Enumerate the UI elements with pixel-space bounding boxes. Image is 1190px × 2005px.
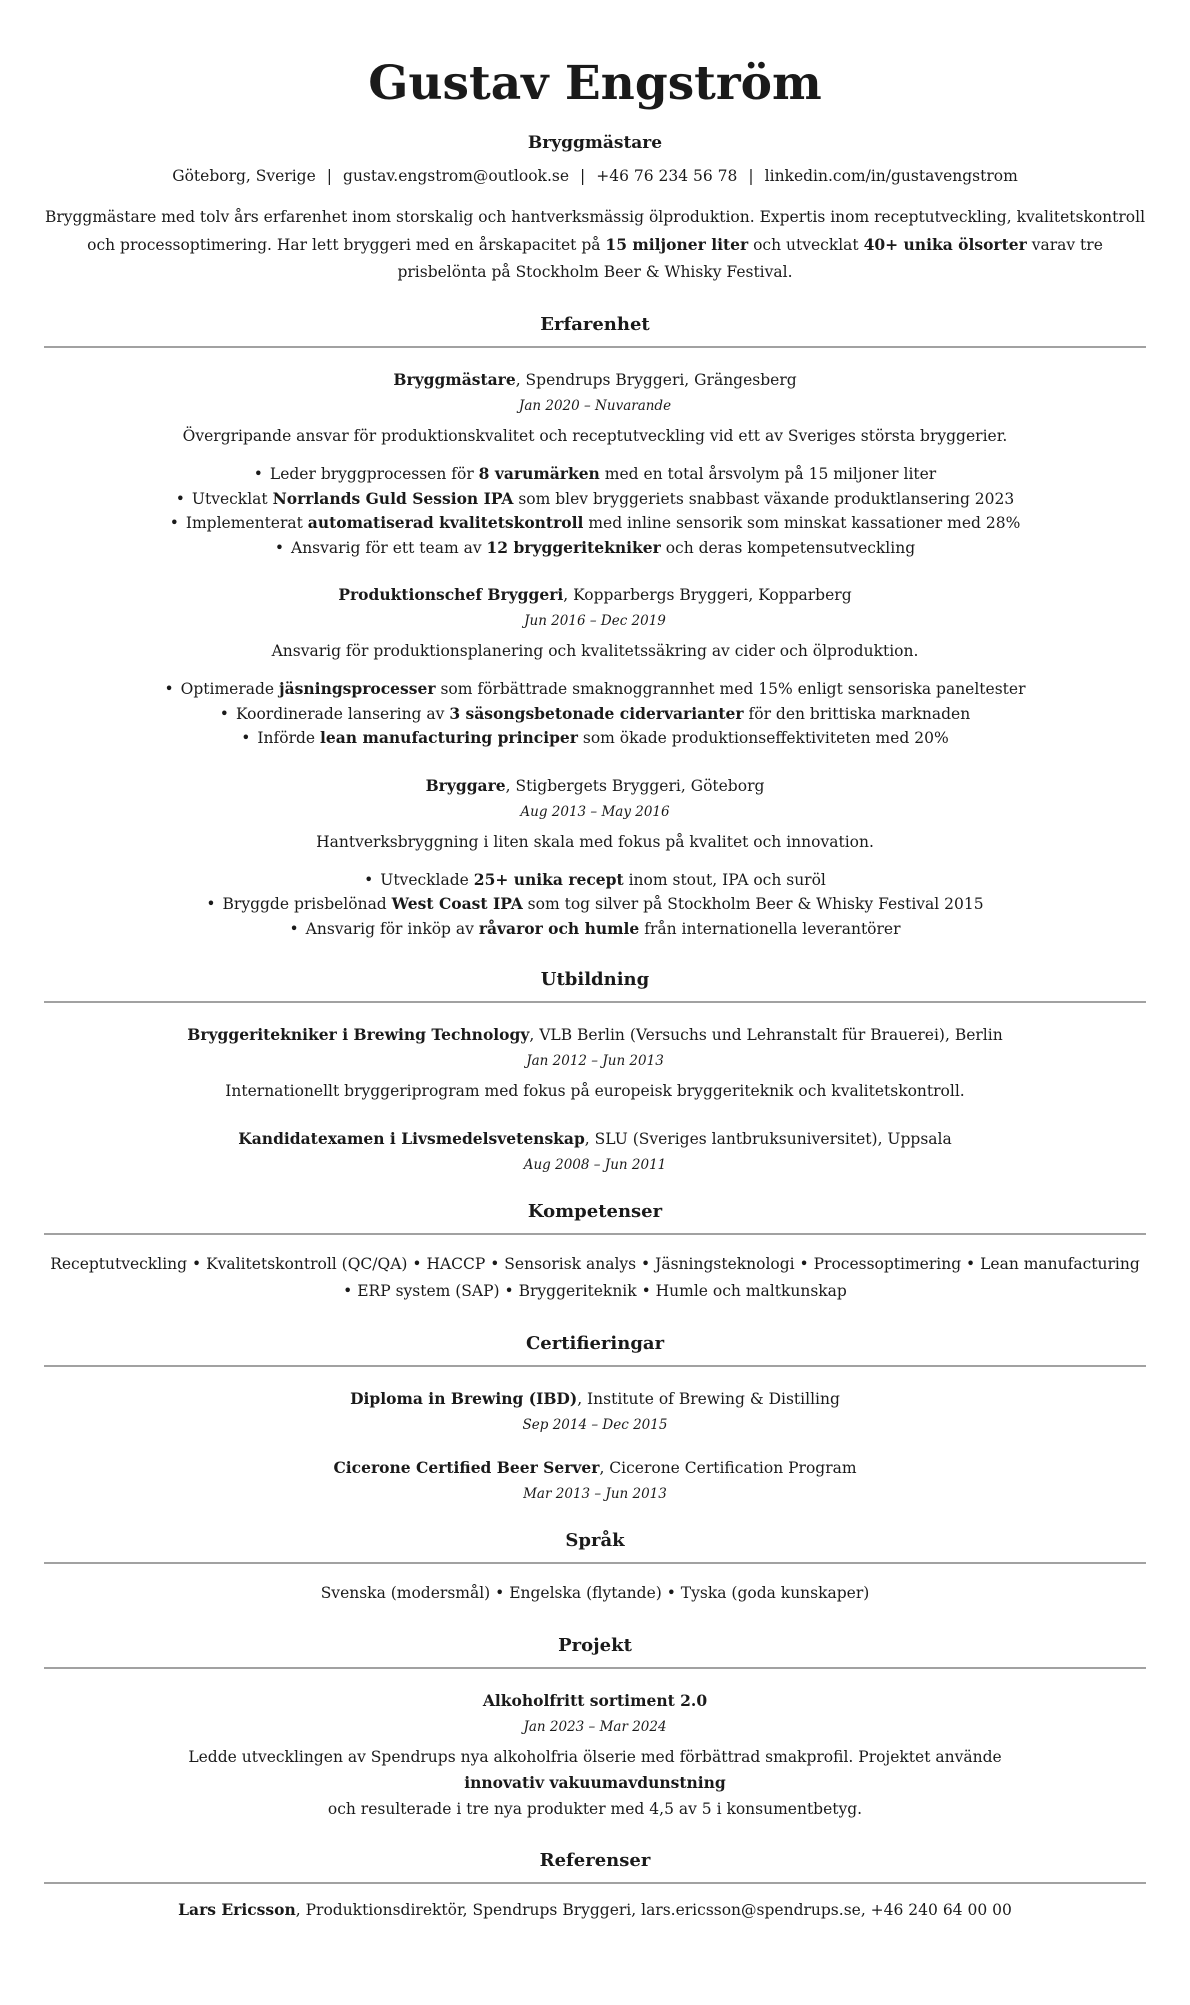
certification-entry — [44, 1458, 1146, 1502]
bullet-text: Optimerade jäsningsprocesser som förbättrade smaknoggrannhet med 15% enligt sensoriska paneltester — [180, 679, 1026, 699]
job-bullet — [44, 702, 1146, 727]
certification-title-line: Diploma in Brewing (IBD), Institute of Brewing & Distilling — [350, 1389, 840, 1409]
job-bullet — [44, 726, 1146, 751]
section-divider — [44, 1365, 1146, 1367]
job-title-line: Bryggare, Stigbergets Bryggeri, Göteborg — [425, 775, 765, 795]
project-dates: Jan 2023 – Mar 2024 — [523, 1719, 667, 1736]
bullet-text: Utvecklade 25+ unika recept inom stout, IPA och suröl — [380, 869, 826, 889]
certification-entry — [44, 1389, 1146, 1433]
skills-list: Receptutveckling • Kvalitetskontroll (QC/QA) • HACCP • Sensorisk analys • Jäsningsteknologi • Processoptimering • Lean manufacturing • ERP system (SAP) • Bryggeriteknik • Humle och maltkunskap — [50, 1255, 1140, 1301]
section-skills — [44, 1201, 1146, 1305]
job-bullet — [44, 536, 1146, 561]
job-description: Hantverksbryggning i liten skala med fokus på kvalitet och innovation. — [316, 832, 874, 851]
contact-separator: | — [748, 167, 754, 186]
role-subtitle: Bryggmästare — [527, 133, 663, 154]
job-bullet-list — [44, 868, 1146, 942]
education-title-line: Kandidatexamen i Livsmedelsvetenskap, SLU (Sveriges lantbruksuniversitet), Uppsala — [238, 1129, 952, 1149]
section-heading-references: Referenser — [539, 1850, 651, 1872]
contact-separator: | — [326, 167, 333, 186]
section-divider — [44, 346, 1146, 348]
page-title: Gustav Engström — [368, 56, 822, 111]
bullet-text: Utvecklat Norrlands Guld Session IPA som blev bryggeriets snabbast växande produktlansering 2023 — [191, 488, 1015, 508]
bullet-glyph: • — [169, 514, 179, 533]
job-dates: Jan 2020 – Nuvarande — [518, 398, 672, 415]
job-description: Ansvarig för produktionsplanering och kvalitetssäkring av cider och ölproduktion. — [271, 642, 919, 661]
certification-dates: Sep 2014 – Dec 2015 — [522, 1417, 668, 1434]
contact-separator: | — [580, 167, 586, 186]
section-heading-experience: Erfarenhet — [540, 314, 650, 336]
contact-line — [44, 167, 1146, 185]
contact-linkedin: linkedin.com/in/gustavengstrom — [764, 167, 1018, 186]
bullet-text: Implementerat automatiserad kvalitetskontroll med inline sensorik som minskat kassationer med 28% — [185, 513, 1021, 533]
section-certifications — [44, 1333, 1146, 1502]
certification-dates: Mar 2013 – Jun 2013 — [523, 1486, 667, 1503]
bullet-glyph: • — [253, 465, 263, 484]
contact-phone: +46 76 234 56 78 — [596, 167, 738, 186]
bullet-glyph: • — [289, 919, 299, 938]
job-bullet — [44, 677, 1146, 702]
bullet-glyph: • — [164, 680, 174, 699]
section-heading-projects: Projekt — [558, 1635, 632, 1657]
project-title: Alkoholfritt sortiment 2.0 — [482, 1691, 708, 1711]
section-divider — [44, 1667, 1146, 1669]
bullet-text: Koordinerade lansering av 3 säsongsbetonade cidervarianter för den brittiska marknaden — [235, 703, 971, 723]
resume-header — [44, 56, 1146, 286]
bullet-glyph: • — [364, 870, 374, 889]
section-heading-languages: Språk — [565, 1530, 625, 1552]
section-experience — [44, 314, 1146, 941]
section-divider — [44, 1233, 1146, 1235]
contact-location: Göteborg, Sverige — [172, 167, 316, 186]
bullet-glyph: • — [241, 729, 251, 748]
section-divider — [44, 1882, 1146, 1884]
project-description-line: och resulterade i tre nya produkter med 4,5 av 5 i konsumentbetyg. — [327, 1800, 863, 1819]
job-bullet — [44, 462, 1146, 487]
job-dates: Jun 2016 – Dec 2019 — [524, 613, 666, 630]
bullet-text: Leder bryggprocessen för 8 varumärken med en total årsvolym på 15 miljoner liter — [269, 464, 937, 484]
job-dates: Aug 2013 – May 2016 — [520, 803, 670, 820]
job-bullet — [44, 892, 1146, 917]
education-title-line: Bryggeritekniker i Brewing Technology, VLB Berlin (Versuchs und Lehranstalt für Brauerei), Berlin — [187, 1025, 1003, 1045]
section-divider — [44, 1001, 1146, 1003]
job-entry — [44, 370, 1146, 560]
bullet-text: Införde lean manufacturing principer som ökade produktionseffektiviteten med 20% — [257, 728, 949, 748]
section-projects — [44, 1635, 1146, 1822]
section-heading-certifications: Certifieringar — [525, 1333, 665, 1355]
job-description: Övergripande ansvar för produktionskvalitet och receptutveckling vid ett av Sveriges största bryggerier. — [182, 427, 1008, 446]
education-entry — [44, 1129, 1146, 1173]
bullet-glyph: • — [219, 704, 229, 723]
job-bullet — [44, 868, 1146, 893]
project-description-line: Ledde utvecklingen av Spendrups nya alkoholfria ölserie med förbättrad smakprofil. Projektet använde — [188, 1748, 1002, 1767]
section-divider — [44, 1562, 1146, 1564]
education-dates: Jan 2012 – Jun 2013 — [526, 1053, 664, 1070]
languages-list: Svenska (modersmål) • Engelska (flytande) • Tyska (goda kunskaper) — [320, 1584, 870, 1603]
education-dates: Aug 2008 – Jun 2011 — [523, 1157, 667, 1174]
project-entry — [44, 1691, 1146, 1822]
education-description: Internationellt bryggeriprogram med fokus på europeisk bryggeriteknik och kvalitetskontroll. — [225, 1082, 965, 1101]
job-bullet-list — [44, 462, 1146, 560]
bullet-text: Ansvarig för inköp av råvaror och humle från internationella leverantörer — [305, 918, 901, 938]
section-languages — [44, 1530, 1146, 1607]
bullet-glyph: • — [175, 489, 185, 508]
job-title-line: Bryggmästare, Spendrups Bryggeri, Grängesberg — [393, 370, 797, 390]
job-entry — [44, 776, 1146, 942]
section-heading-education: Utbildning — [540, 969, 650, 991]
education-entry — [44, 1025, 1146, 1104]
job-bullet — [44, 487, 1146, 512]
project-description — [44, 1744, 1146, 1822]
bullet-text: Ansvarig för ett team av 12 bryggeritekniker och deras kompetensutveckling — [291, 537, 916, 557]
job-bullet — [44, 511, 1146, 536]
job-bullet-list — [44, 677, 1146, 751]
job-title-line: Produktionschef Bryggeri, Kopparbergs Bryggeri, Kopparberg — [338, 585, 852, 605]
project-description-line: innovativ vakuumavdunstning — [464, 1773, 726, 1793]
job-entry — [44, 585, 1146, 751]
bullet-glyph: • — [274, 538, 284, 557]
bullet-text: Bryggde prisbelönad West Coast IPA som tog silver på Stockholm Beer & Whisky Festival 2015 — [222, 894, 984, 914]
bullet-glyph: • — [206, 895, 216, 914]
reference-entry: Lars Ericsson, Produktionsdirektör, Spendrups Bryggeri, lars.ericsson@spendrups.se, +46 240 64 00 00 — [178, 1900, 1012, 1920]
job-bullet — [44, 917, 1146, 942]
section-heading-skills: Kompetenser — [527, 1201, 663, 1223]
summary-paragraph: Bryggmästare med tolv års erfarenhet inom storskalig och hantverksmässig ölproduktion. Expertis inom receptutveckling, kvalitetskontroll och processoptimering. Har lett bryggeri med en årskapacitet på 15 miljoner liter och utvecklat 40+ unika ölsorter varav tre prisbelönta på Stockholm Beer & Whisky Festival. — [44, 208, 1146, 282]
certification-title-line: Cicerone Certified Beer Server, Cicerone Certification Program — [333, 1458, 857, 1478]
section-references — [44, 1850, 1146, 1919]
section-education — [44, 969, 1146, 1173]
contact-email: gustav.engstrom@outlook.se — [343, 167, 569, 186]
